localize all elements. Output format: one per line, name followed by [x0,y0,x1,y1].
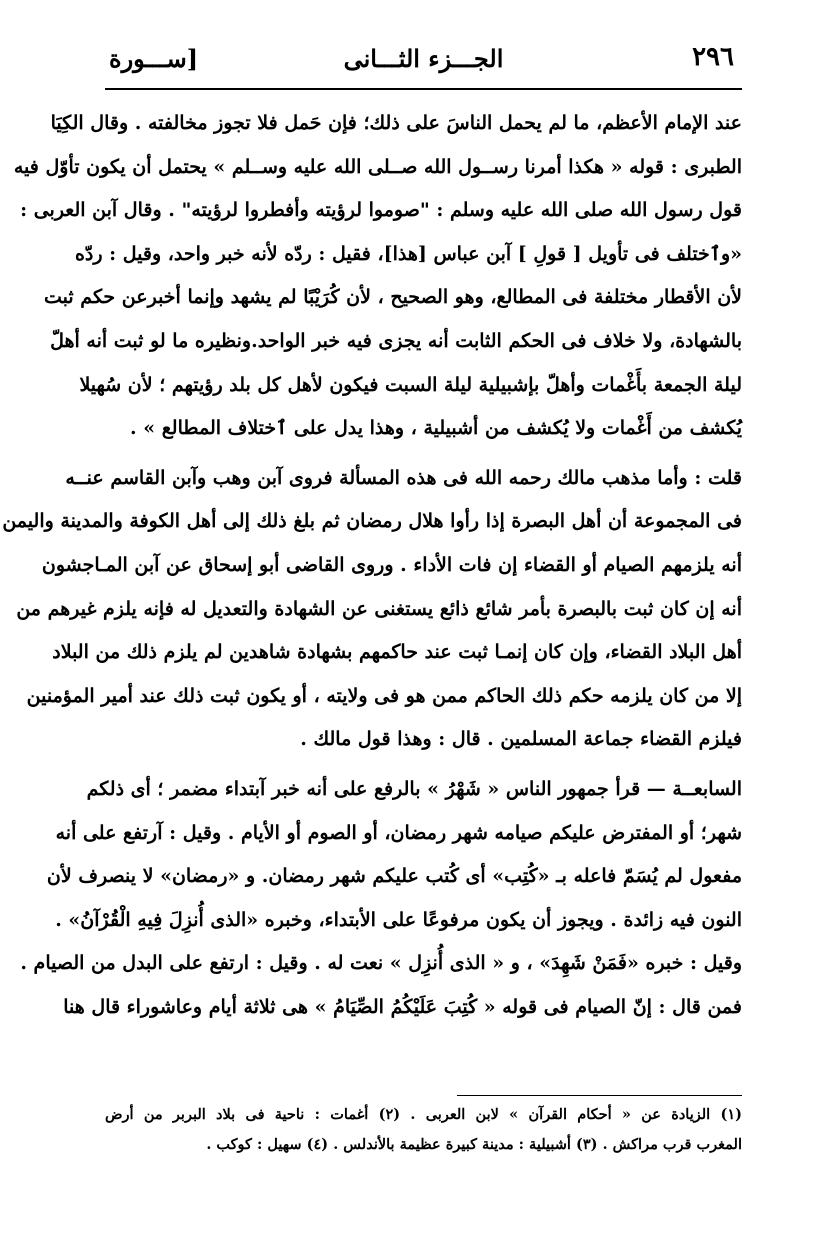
text-line: قول رسول الله صلى الله عليه وسلم : "صوموا لرؤيته وأفطروا لرؤيته" . وقال آبن العربى : [20,199,742,222]
page-header [105,42,742,86]
text-line: أنه يلزمهم الصيام أو القضاء إن فات الأداء . وروى القاضى أبو إسحاق عن آبن المـاجشون [41,553,742,576]
page-number: ٢٩٦ [692,42,734,72]
footnote-rule [457,1095,742,1096]
text-line: أهل البلاد القضاء، وإن كان إنمـا ثبت عند حاكمهم بشهادة شاهدين لم يلزم ذلك من البلاد [52,641,742,664]
text-line: أنه إن كان ثبت بالبصرة بأمر شائع ذائع يستغنى عن الشهادة والتعديل له فإنه يلزم غيرهم من [16,597,742,620]
text-line: فيلزم القضاء جماعة المسلمين . قال : وهذا قول مالك . [300,728,742,751]
text-line: الطبرى : قوله « هكذا أمرنا رســول الله صــلى الله عليه وســلم » يحتمل أن يكون تأوّل فيه [13,155,742,178]
text-line: فى المجموعة أن أهل البصرة إذا رأوا هلال رمضان ثم بلغ ذلك إلى أهل الكوفة والمدينة واليمن [2,510,742,533]
text-line: قلت : وأما مذهب مالك رحمه الله فى هذه المسألة فروى آبن وهب وآبن القاسم عنــه [65,466,742,489]
text-line: ليلة الجمعة بأَغْمات وأهلّ بإشبيلية ليلة السبت فيكون لأهل كل بلد رؤيتهم ؛ لأن سُهيلا [79,373,742,396]
text-line: عند الإمام الأعظم، ما لم يحمل الناسَ على ذلك؛ فإن حَمل فلا تجوز مخالفته . وقال الكِيَا [50,112,742,134]
footnote-line: المغرب قرب مراكش . (٣) أشبيلية : مدينة كبيرة عظيمة بالأندلس . (٤) سهيل : كوكب . [206,1136,742,1153]
footnote-line: (١) الزيادة عن « أحكام القرآن » لابن العربى . (٢) أغمات : ناحية فى بلاد البربر من أرض [105,1106,742,1123]
header-rule [105,88,742,90]
text-line: يُكشف من أَغْمات ولا يُكشف من أشبيلية ، وهذا يدل على ٱختلاف المطالع » . [129,417,742,440]
running-title: الجـــزء الثـــانى [343,44,504,73]
text-line: النون فيه زائدة . ويجوز أن يكون مرفوعًا على الأبتداء، وخبره «الذى أُنزِلَ فِيهِ الْقُرْآنُ» . [55,908,742,931]
text-line: فمن قال : إنّ الصيام فى قوله « كُتِبَ عَلَيْكُمُ الصِّيَامُ » هى ثلاثة أيام وعاشوراء قال هنا [63,995,742,1018]
text-line: شهر؛ أو المفترض عليكم صيامه شهر رمضان، أو الصوم أو الأيام . وقيل : آرتفع على أنه [55,821,742,844]
text-line: «وٱختلف فى تأويل [ قولِ ] آبن عباس [هذا]، فقيل : ردّه لأنه خبر واحد، وقيل : ردّه [74,242,742,265]
footnotes [105,1100,742,1160]
text-line: وقيل : خبره «فَمَنْ شَهِدَ» ، و « الذى أُنزِل » نعت له . وقيل : ارتفع على البدل من الصيام . [20,952,742,975]
text-line: مفعول لم يُسَمّ فاعله بـ «كُتِب» أى كُتب عليكم شهر رمضان. و «رمضان» لا ينصرف لأن [46,865,742,888]
surah-label: [ســـورة [109,44,199,73]
text-line: السابعــة — قرأ جمهور الناس « شَهْرُ » بالرفع على أنه خبر آبتداء مضمر ؛ أى ذلكم [86,777,742,800]
text-line: إلا من كان يلزمه حكم ذلك الحاكم ممن هو فى ولايته ، أو يكون ثبت ذلك عند أمير المؤمنين [26,684,742,707]
main-text [2,102,742,1029]
text-line: لأن الأقطار مختلفة فى المطالع، وهو الصحيح ، لأن كُرَيْبًا لم يشهد وإنما أخبرعن حكم ثبت [44,286,742,309]
text-line: بالشهادة، ولا خلاف فى الحكم الثابت أنه يجزى فيه خبر الواحد.ونظيره ما لو ثبت أنه أهلّ [50,329,742,352]
